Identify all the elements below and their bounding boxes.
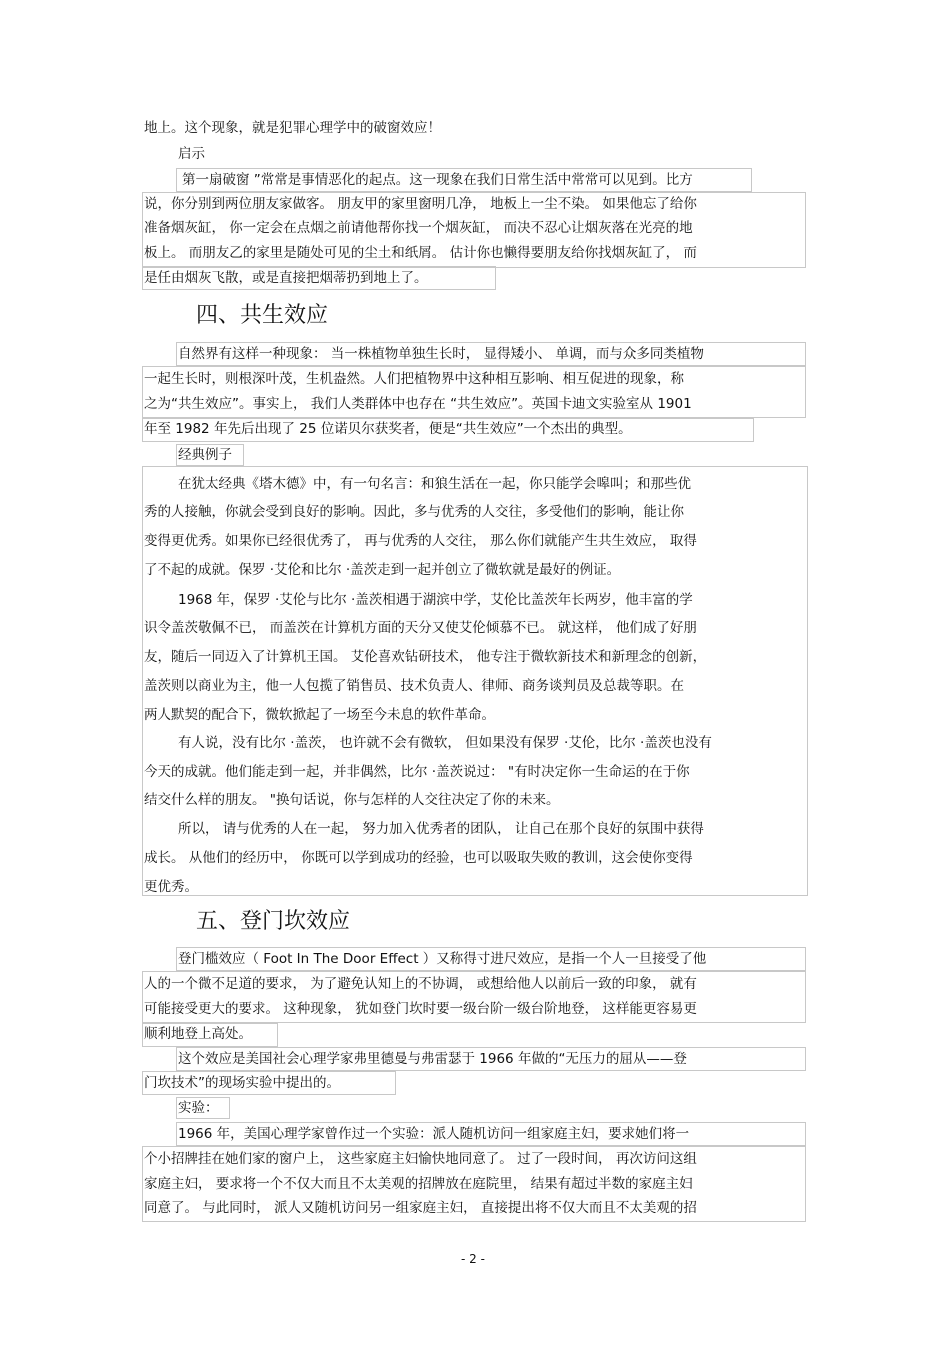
paragraph-line: 友，随后一同迈入了计算机王国。 艾伦喜欢钻研技术， 他专注于微软新技术和新理念的创新， xyxy=(144,649,707,665)
paragraph-line: 家庭主妇， 要求将一个不仅大而且不太美观的招牌放在庭院里， 结果有超过半数的家庭主妇 xyxy=(144,1176,693,1192)
paragraph-line: 同意了。 与此同时， 派人又随机访问另一组家庭主妇， 直接提出将不仅大而且不太美观的招 xyxy=(144,1200,697,1216)
paragraph-line: 地上。这个现象，就是犯罪心理学中的破窗效应！ xyxy=(144,120,441,136)
paragraph-line: 年至 1982 年先后出现了 25 位诺贝尔获奖者，便是“共生效应”一个杰出的典型。 xyxy=(144,421,632,437)
paragraph-line: 准备烟灰缸， 你一定会在点烟之前请他帮你找一个烟灰缸， 而决不忍心让烟灰落在光亮的地 xyxy=(144,220,693,236)
paragraph-line: 1968 年，保罗 ·艾伦与比尔 ·盖茨相遇于湖滨中学，艾伦比盖茨年长两岁，他丰富的学 xyxy=(178,592,693,608)
paragraph-line: 是任由烟灰飞散，或是直接把烟蒂扔到地上了。 xyxy=(144,270,428,286)
paragraph-line: 有人说，没有比尔 ·盖茨， 也许就不会有微软， 但如果没有保罗 ·艾伦，比尔 ·盖茨也没有 xyxy=(178,735,712,751)
paragraph-line: 自然界有这样一种现象： 当一株植物单独生长时， 显得矮小、 单调，而与众多同类植物 xyxy=(178,346,704,362)
paragraph-line: 今天的成就。他们能走到一起，并非偶然，比尔 ·盖茨说过： "有时决定你一生命运的在于你 xyxy=(144,764,690,780)
paragraph-line: 这个效应是美国社会心理学家弗里德曼与弗雷瑟于 1966 年做的“无压力的屈从——登 xyxy=(178,1051,687,1067)
paragraph-line: 结交什么样的朋友。 "换句话说，你与怎样的人交往决定了你的未来。 xyxy=(144,792,560,808)
paragraph-line: 更优秀。 xyxy=(144,879,198,895)
paragraph-line: 1966 年，美国心理学家曾作过一个实验：派人随机访问一组家庭主妇，要求她们将一 xyxy=(178,1126,690,1142)
paragraph-line: 人的一个微不足道的要求， 为了避免认知上的不协调， 或想给他人以前后一致的印象， 就有 xyxy=(144,976,697,992)
paragraph-line: 所以， 请与优秀的人在一起， 努力加入优秀者的团队， 让自己在那个良好的氛围中获得 xyxy=(178,821,704,837)
paragraph-line: 门坎技术”的现场实验中提出的。 xyxy=(144,1075,340,1091)
subheading-qishi: 启示 xyxy=(178,146,205,162)
paragraph-line: 识令盖茨敬佩不已， 而盖茨在计算机方面的天分又使艾伦倾慕不已。 就这样， 他们成了好朋 xyxy=(144,620,697,636)
paragraph-line: 顺利地登上高处。 xyxy=(144,1026,252,1042)
paragraph-line: 秀的人接触，你就会受到良好的影响。因此，多与优秀的人交往，多受他们的影响，能让你 xyxy=(144,504,684,520)
paragraph-line: 盖茨则以商业为主，他一人包揽了销售员、技术负责人、律师、商务谈判员及总裁等职。在 xyxy=(144,678,684,694)
paragraph-line: 一起生长时，则根深叶茂，生机盎然。人们把植物界中这种相互影响、相互促进的现象，称 xyxy=(144,371,684,387)
paragraph-line: 可能接受更大的要求。 这种现象， 犹如登门坎时要一级台阶一级台阶地登， 这样能更容易更 xyxy=(144,1001,697,1017)
paragraph-line: 成长。 从他们的经历中， 你既可以学到成功的经验，也可以吸取失败的教训，这会使你变得 xyxy=(144,850,693,866)
paragraph-line: 个小招牌挂在她们家的窗户上， 这些家庭主妇愉快地同意了。 过了一段时间， 再次访问这组 xyxy=(144,1151,697,1167)
paragraph-line: 两人默契的配合下，微软掀起了一场至今未息的软件革命。 xyxy=(144,707,495,723)
paragraph-line: 变得更优秀。如果你已经很优秀了， 再与优秀的人交往， 那么你们就能产生共生效应， 取得 xyxy=(144,533,697,549)
page-number: - 2 - xyxy=(461,1252,485,1266)
paragraph-line: 第一扇破窗 ”常常是事情恶化的起点。这一现象在我们日常生活中常常可以见到。比方 xyxy=(182,172,693,188)
subheading-experiment: 实验： xyxy=(178,1100,219,1116)
section-heading: 五、登门坎效应 xyxy=(196,909,351,934)
section-heading: 四、共生效应 xyxy=(196,303,329,328)
subheading-example: 经典例子 xyxy=(178,447,232,463)
paragraph-line: 登门槛效应（ Foot In The Door Effect ）又称得寸进尺效应，是指一个人一旦接受了他 xyxy=(178,951,707,967)
paragraph-line: 之为“共生效应”。事实上， 我们人类群体中也存在 “共生效应”。英国卡迪文实验室从 1901 xyxy=(144,396,692,412)
paragraph-line: 板上。 而朋友乙的家里是随处可见的尘土和纸屑。 估计你也懒得要朋友给你找烟灰缸了， 而 xyxy=(144,245,697,261)
paragraph-line: 了不起的成就。保罗 ·艾伦和比尔 ·盖茨走到一起并创立了微软就是最好的例证。 xyxy=(144,562,621,578)
paragraph-line: 在犹太经典《塔木德》中，有一句名言：和狼生活在一起，你只能学会嗥叫；和那些优 xyxy=(178,476,691,492)
paragraph-line: 说，你分别到两位朋友家做客。 朋友甲的家里窗明几净， 地板上一尘不染。 如果他忘了给你 xyxy=(144,196,697,212)
